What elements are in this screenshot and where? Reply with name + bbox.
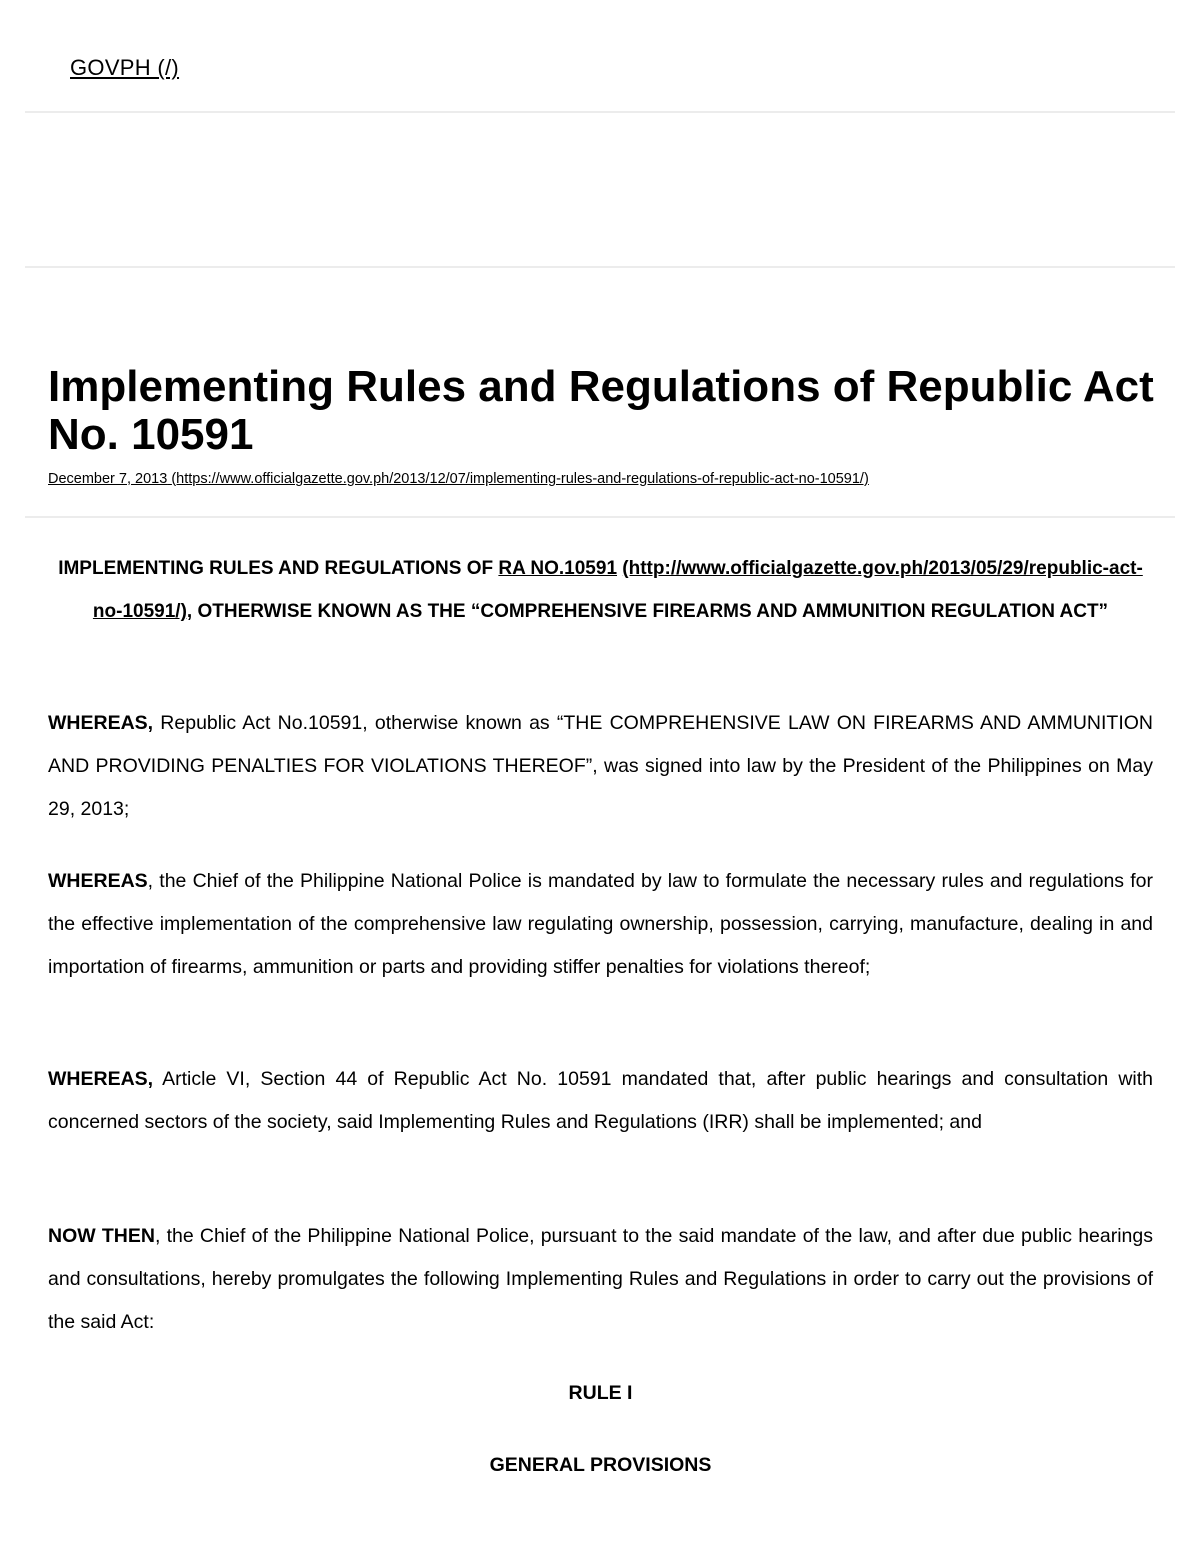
whereas-paragraph-2 <box>48 860 1153 989</box>
banner-divider <box>25 266 1175 268</box>
paragraph-lead: NOW THEN <box>48 1225 155 1247</box>
article-dateline[interactable] <box>48 470 869 488</box>
rule-name-heading: GENERAL PROVISIONS <box>489 1454 712 1476</box>
heading-prefix: IMPLEMENTING RULES AND REGULATIONS OF <box>58 558 499 579</box>
paragraph-lead: WHEREAS <box>48 870 148 892</box>
paragraph-text: Article VI, Section 44 of Republic Act No. 10591 mandated that, after public hearings and consultation with concerned sectors of the society, said Implementing Rules and Regulations (IRR) shall be implemented; and <box>48 1068 1153 1133</box>
rule-number-heading: RULE I <box>568 1382 633 1404</box>
paragraph-lead: WHEREAS, <box>48 1068 154 1090</box>
paragraph-text: , the Chief of the Philippine National Police, pursuant to the said mandate of the law, and after due public hearings and consultations, hereby promulgates the following Implementing Rules and Regulations in order to carry out the provisions of the said Act: <box>48 1225 1153 1333</box>
content-divider <box>25 516 1175 518</box>
paragraph-text: Republic Act No.10591, otherwise known as “THE COMPREHENSIVE LAW ON FIREARMS AND AMMUNITION AND PROVIDING PENALTIES FOR VIOLATIONS THEREOF”, was signed into law by the President of the Philippines on May 29, 2013; <box>48 712 1153 820</box>
article-title: Implementing Rules and Regulations of Republic Act No. 10591 <box>48 362 1154 459</box>
paragraph-text: , the Chief of the Philippine National Police is mandated by law to formulate the necessary rules and regulations for the effective implementation of the comprehensive law regulating ownership, possession, carrying, manufacture, dealing in and importation of firearms, ammunition or parts and providing stiffer penalties for violations thereof; <box>48 870 1153 978</box>
ra-10591-url-link[interactable]: (http://www.officialgazette.gov.ph/2013/05/29/republic-act-no-10591/) <box>92 558 1143 622</box>
govph-home-link[interactable]: GOVPH (/) <box>70 55 180 80</box>
article-date[interactable]: December 7, 2013 <box>48 471 168 487</box>
document-heading <box>48 547 1153 633</box>
paragraph-lead: WHEREAS, <box>48 712 154 734</box>
whereas-paragraph-3 <box>48 1058 1153 1144</box>
ra-10591-link[interactable]: RA NO.10591 <box>498 558 618 579</box>
article-permalink[interactable]: (https://www.officialgazette.gov.ph/2013/12/07/implementing-rules-and-regulations-of-republic-act-no-10591/) <box>171 471 869 487</box>
heading-suffix: , OTHERWISE KNOWN AS THE “COMPREHENSIVE FIREARMS AND AMMUNITION REGULATION ACT” <box>186 601 1109 622</box>
now-then-paragraph <box>48 1215 1153 1344</box>
header-divider <box>25 111 1175 113</box>
whereas-paragraph-1 <box>48 702 1153 831</box>
